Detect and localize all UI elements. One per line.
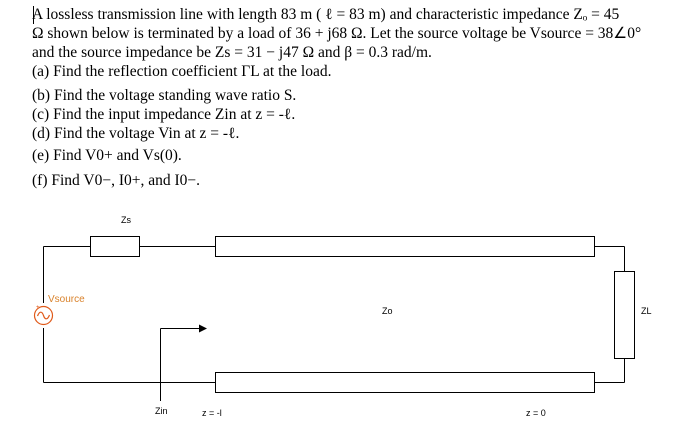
part-a: (a) Find the reflection coefficient ΓL at the load. [32,63,332,80]
problem-line-1: A lossless transmission line with length 83 m ( ℓ = 83 m) and characteristic impedance Zₒ = 45 [32,6,620,23]
svg-text:+: + [36,305,40,311]
z-zero-label: z = 0 [526,408,546,418]
tline-top-conductor [216,237,595,257]
zl-resistor [615,272,635,359]
problem-line-2: Ω shown below is terminated by a load of 36 + j68 Ω. Let the source voltage be Vsource = 38∠0° [32,25,642,42]
zin-label: Zin [155,406,168,416]
part-b: (b) Find the voltage standing wave ratio S. [32,87,297,104]
tline-bottom-conductor [216,373,595,393]
part-f: (f) Find V0−, I0+, and I0−. [32,172,201,189]
zo-label: Zo [382,306,393,316]
part-d: (d) Find the voltage Vin at z = -ℓ. [32,125,240,142]
part-e: (e) Find V0+ and Vs(0). [32,147,182,164]
vsource-icon [35,305,53,325]
part-c: (c) Find the input impedance Zin at z = -ℓ. [32,106,296,123]
zl-label: ZL [641,306,652,316]
zin-arrow-head [199,325,207,333]
zs-label: Zs [121,215,131,225]
vsource-label: Vsource [48,294,85,305]
zs-resistor [91,237,140,257]
z-minus-l-label: z = -l [202,408,222,418]
problem-line-3: and the source impedance be Zs = 31 − j47 Ω and β = 0.3 rad/m. [32,44,432,61]
